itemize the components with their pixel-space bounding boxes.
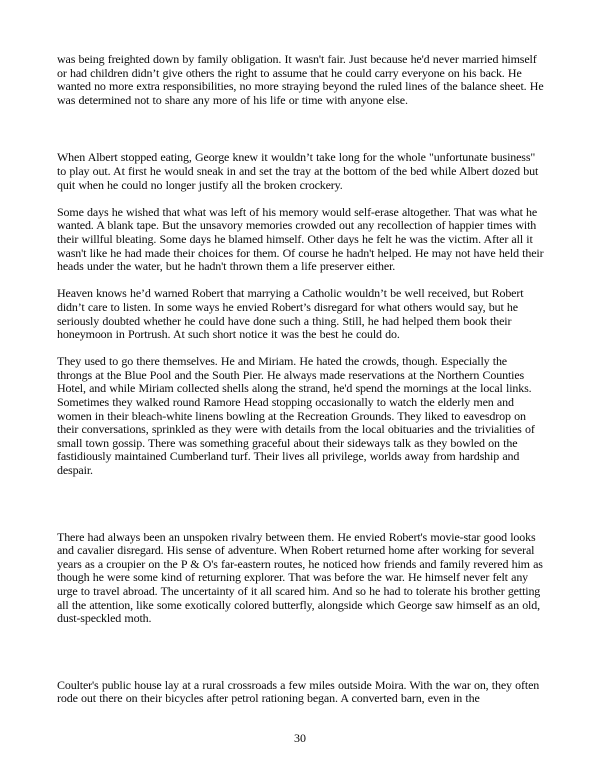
paragraph-2: When Albert stopped eating, George knew it wouldn’t take long for the whole "unfortunate business" to play out. At first he would sneak in and set the tray at the bottom of the bed while Albert dozed but quit when he could no longer justify all the broken crockery. [57,150,539,192]
text-block [57,53,545,706]
paragraph-3: Some days he wished that what was left of his memory would self-erase altogether. That was what he wanted. A blank tape. But the unsavory memories crowded out any recollection of happier times with their willful bleating. Some days he blamed himself. Other days he felt he was the victim. After all it wasn't like he had made their choices for them. Of course he hadn't helped. He may not have held their heads under the water, but he hadn't thrown them a life preserver either. [57,204,544,274]
paragraph-7: Coulter's public house lay at a rural crossroads a few miles outside Moira. With the war on, they often rode out there on their bicycles after petrol rationing began. A converted barn, even in the [57,677,540,706]
paragraph-5: They used to go there themselves. He and Miriam. He hated the crowds, though. Especially the throngs at the Blue Pool and the South Pier. He always made reservations at the Northern Counties Hotel, and while Miriam collected shells along the strand, he'd spend the mornings at the local links. Sometimes they walked round Ramore Head stopping occasionally to watch the elderly men and women in their bleach-white linens bowling at the Recreation Grounds. They liked to eavesdrop on their conversations, sprinkled as they were with details from the local obituaries and the trivialities of small town gossip. There was something graceful about their sideways talk as they bowled on the fastidiously maintained Cumberland turf. Their lives all privilege, worlds away from hardship and despair. [57,354,535,478]
paragraph-6: There had always been an unspoken rivalry between them. He envied Robert's movie-star good looks and cavalier disregard. His sense of adventure. When Robert returned home after working for several years as a croupier on the P & O's far-eastern routes, he noticed how friends and family revered him as though he were some kind of returning explorer. That was before the war. He himself never felt any urge to travel abroad. The uncertainty of it all scared him. And so he had to tolerate his brother getting all the attention, like some exotically colored butterfly, alongside which George saw himself as an old, dust-speckled moth. [57,529,543,626]
paragraph-1: was being freighted down by family obligation. It wasn't fair. Just because he'd never married himself or had children didn’t give others the right to assume that he could carry everyone on his back. He wanted no more extra responsibilities, no more straying beyond the ruled lines of the balance sheet. He was determined not to share any more of his life or time with anyone else. [57,52,544,107]
page-number: 30 [294,731,306,745]
paragraph-4: Heaven knows he’d warned Robert that marrying a Catholic wouldn’t be well received, but Robert didn’t care to listen. In some ways he envied Robert’s disregard for what others would say, but he seriously doubted whether he could have done such a thing. Still, he had helped them book their honeymoon in Portrush. At such short notice it was the best he could do. [57,286,524,342]
